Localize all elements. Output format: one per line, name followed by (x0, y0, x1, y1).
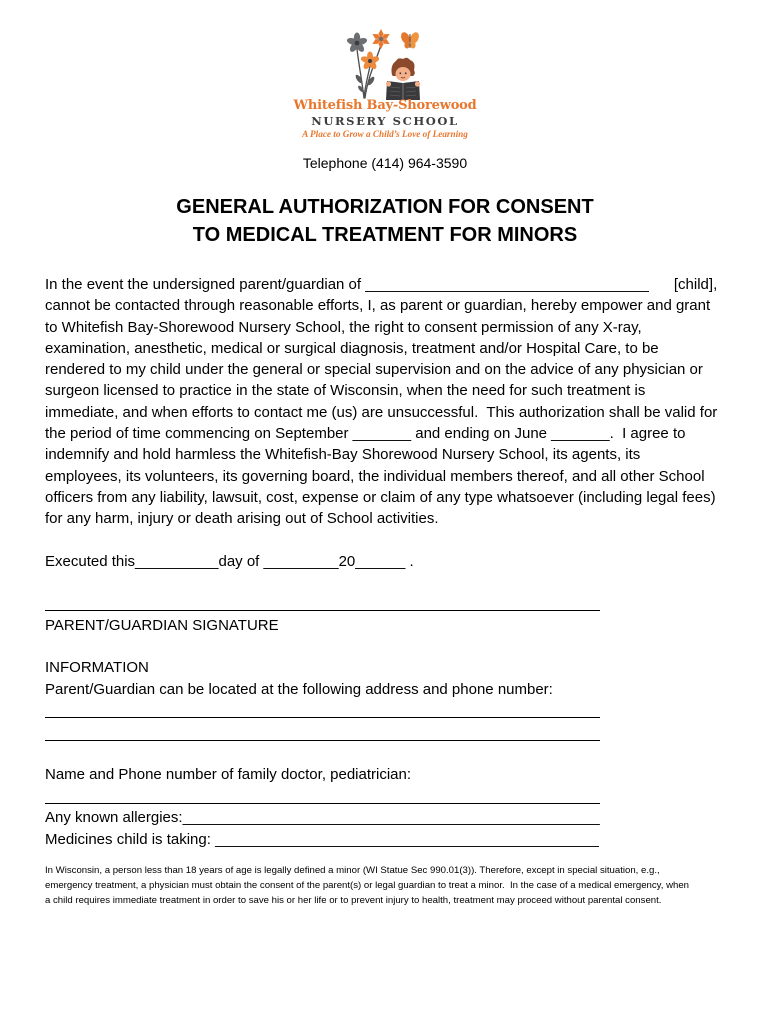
address-line (45, 717, 600, 718)
phone-line (45, 740, 600, 741)
paragraph-line: cannot be contacted through reasonable efforts, I, as parent or guardian, hereby empower and grant (45, 297, 711, 315)
paragraph-line: indemnify and hold harmless the Whitefish-Bay Shorewood Nursery School, its agents, its (45, 446, 641, 464)
child-reading-icon (386, 58, 420, 100)
page-title (0, 193, 770, 249)
information-heading: INFORMATION (45, 659, 149, 676)
orange-flower-icon (371, 29, 391, 49)
paragraph-line: employees, its volunteers, its governing board, the individual members thereof, and all other School (45, 467, 705, 485)
paragraph-line: rendered to my child under the general or special supervision and on the advice of any physician or (45, 361, 703, 379)
paragraph-line: examination, anesthetic, medical or surgical diagnosis, treatment and/or Hospital Care, to be (45, 339, 659, 357)
school-name: Whitefish Bay-Shorewood (293, 98, 477, 113)
footnote-line: In Wisconsin, a person less than 18 years of age is legally defined a minor (WI Statue Sec 990.01(3)). Therefore, except in special situation, e.g., (45, 865, 660, 876)
paragraph-line: for any harm, injury or death arising out of School activities. (45, 510, 439, 528)
title-line: TO MEDICAL TREATMENT FOR MINORS (192, 224, 578, 246)
medicines-field: Medicines child is taking: ______________________________________________ (45, 831, 599, 848)
legal-footnote (45, 863, 689, 908)
paragraph-line: officers from any liability, lawsuit, cost, expense or claim of any type whatsoever (including legal fees) (45, 488, 716, 506)
logo-illustration (340, 26, 430, 100)
signature-line (45, 610, 600, 611)
paragraph-line: to Whitefish Bay-Shorewood Nursery School, the right to consent permission of any X-ray, (45, 318, 642, 336)
paragraph-line: the period of time commencing on September _______ and ending on June _______. I agree to (45, 425, 686, 443)
allergies-field: Any known allergies:__________________________________________________ (45, 809, 600, 826)
butterfly-icon (399, 31, 420, 49)
footnote-line: a child requires immediate treatment in order to save his or her life or to prevent injury to health, treatment may proceed without parental consent. (45, 895, 662, 906)
executed-date-line: Executed this__________day of _________20______ . (45, 553, 414, 570)
telephone: Telephone (414) 964-3590 (302, 155, 468, 171)
paragraph-line: surgeon licensed to practice in the state of Wisconsin, when the need for such treatment is (45, 382, 646, 400)
school-subtitle: NURSERY SCHOOL (311, 114, 459, 128)
paragraph-line: immediate, and when efforts to contact me (us) are unsuccessful. This authorization shall be valid for (45, 403, 718, 421)
signature-label: PARENT/GUARDIAN SIGNATURE (45, 617, 279, 634)
address-prompt: Parent/Guardian can be located at the following address and phone number: (45, 681, 553, 698)
paragraph-line: In the event the undersigned parent/guardian of __________________________________ [child], (45, 276, 718, 293)
footnote-line: emergency treatment, a physician must obtain the consent of the parent(s) or legal guardian to treat a minor. In the case of a medical emergency, when (45, 880, 690, 891)
doctor-prompt: Name and Phone number of family doctor, pediatrician: (45, 766, 412, 783)
doctor-line (45, 803, 600, 804)
title-line: GENERAL AUTHORIZATION FOR CONSENT (176, 196, 594, 218)
school-tagline: A Place to Grow a Child’s Love of Learning (302, 129, 468, 139)
authorization-paragraph (45, 274, 717, 530)
